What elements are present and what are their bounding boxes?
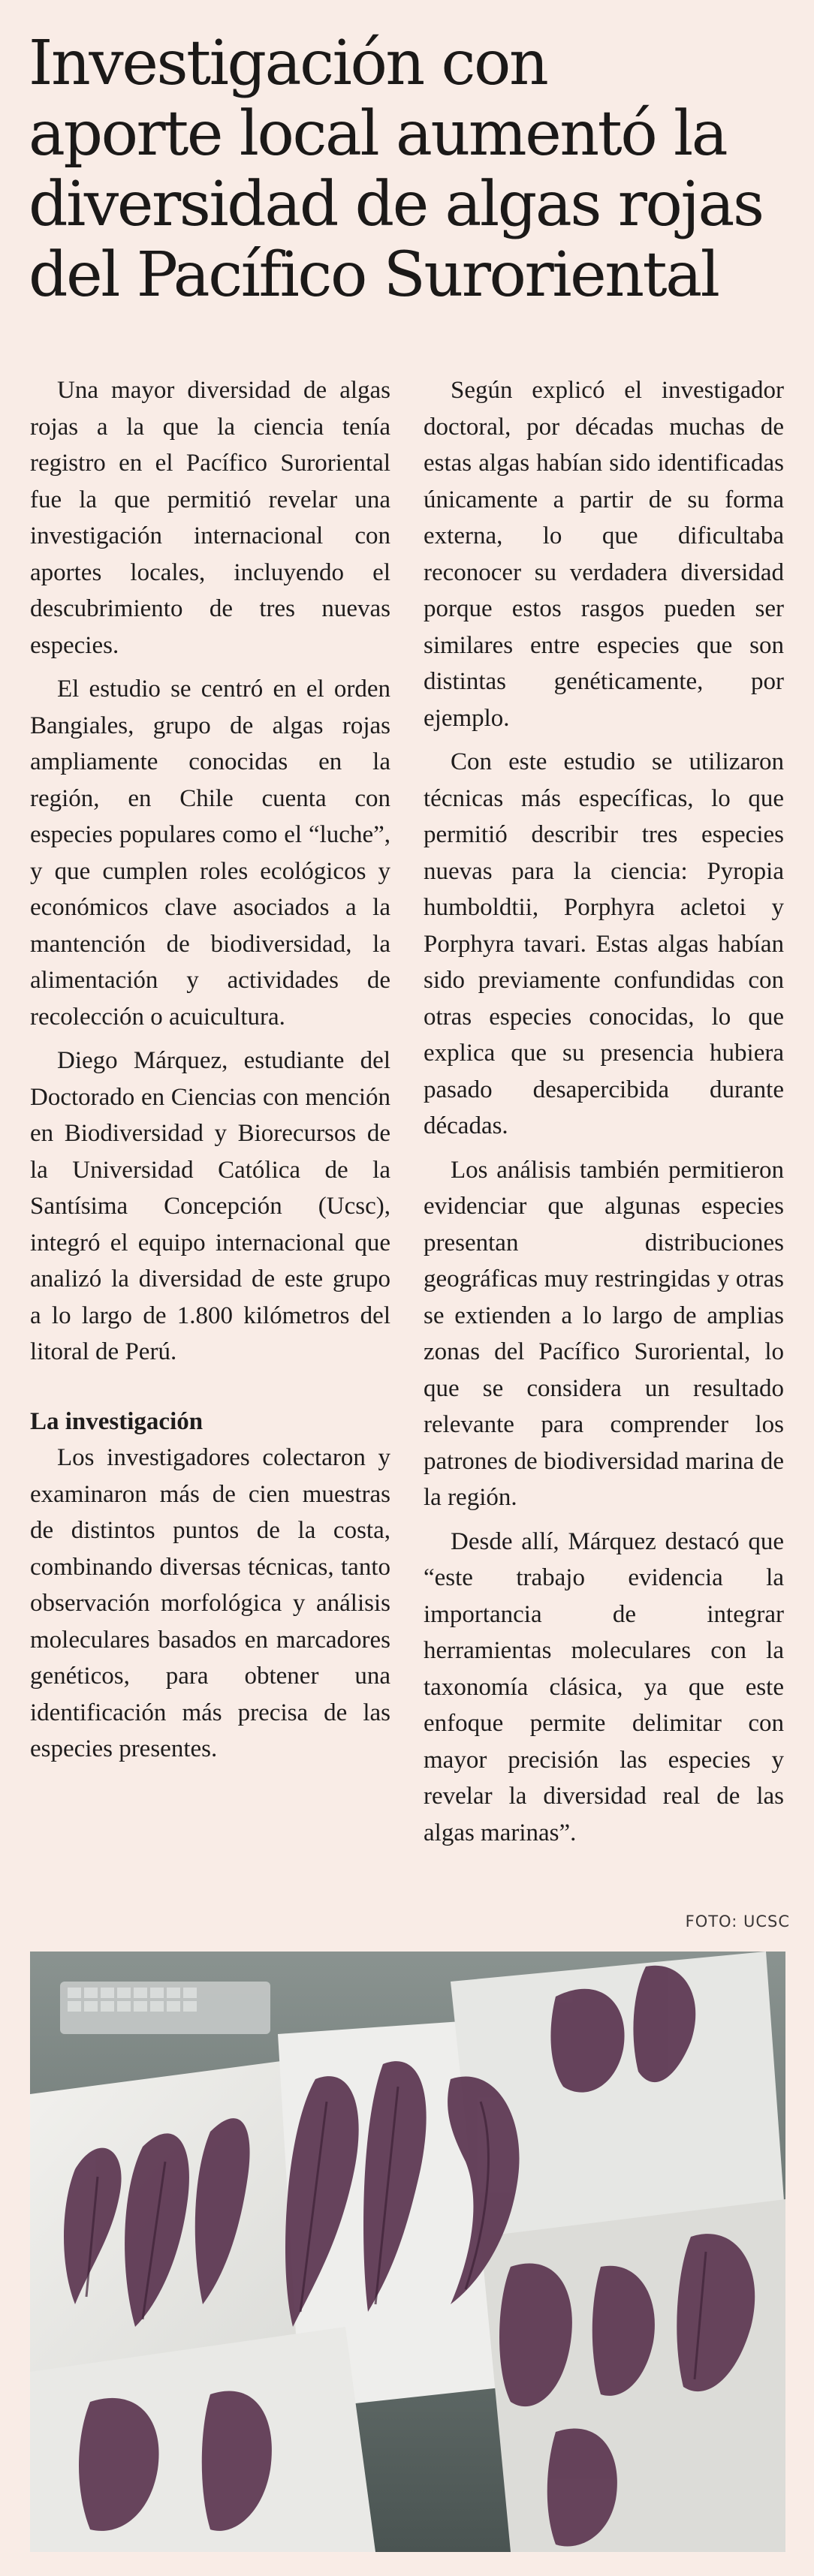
headline-line: del Pacífico Suroriental bbox=[29, 239, 719, 311]
headline-line: Investigación con bbox=[29, 28, 547, 99]
article-left-column bbox=[30, 372, 390, 1775]
body-paragraph: Desde allí, Márquez destacó que “este trabajo evidencia la importancia de integrar herramientas moleculares con la taxonomía clásica, ya que este enfoque permite delimitar con mayor precisión las especies y revelar la diversidad real de las algas marinas”. bbox=[424, 1527, 784, 1846]
photo-credit: FOTO: UCSC bbox=[685, 1912, 790, 1930]
algae-photo-illustration bbox=[30, 1952, 785, 2552]
headline bbox=[29, 29, 794, 311]
headline-line: aporte local aumentó la bbox=[29, 98, 727, 170]
section-subhead: La investigación bbox=[30, 1407, 204, 1435]
body-paragraph: Los investigadores colectaron y examinaron más de cien muestras de distintos puntos de la costa, combinando diversas técnicas, tanto observación morfológica y análisis moleculares basados en marcadores genéticos, para obtener una identificación más precisa de las especies presentes. bbox=[30, 1444, 390, 1762]
headline-line: diversidad de algas rojas bbox=[29, 169, 763, 240]
body-paragraph: El estudio se centró en el orden Bangiales, grupo de algas rojas ampliamente conocidas en la región, en Chile cuenta con especies populares como el “luche”, y que cumplen roles ecológicos y económicos clave asociados a la mantención de biodiversidad, la alimentación y actividades de recolección o acuicultura. bbox=[30, 676, 390, 1031]
article-right-column bbox=[424, 372, 784, 1858]
body-paragraph: Diego Márquez, estudiante del Doctorado en Ciencias con mención en Biodiversidad y Biorecursos de la Universidad Católica de la Santísima Concepción (Ucsc), integró el equipo internacional que analizó la diversidad de este grupo a lo largo de 1.800 kilómetros del litoral de Perú. bbox=[30, 1047, 390, 1365]
body-paragraph: Con este estudio se utilizaron técnicas más específicas, lo que permitió describir tres especies nuevas para la ciencia: Pyropia humboldtii, Porphyra acletoi y Porphyra tavari. Estas algas habían sido previamente confundidas con otras especies conocidas, lo que explica que su presencia hubiera pasado desapercibida durante décadas. bbox=[424, 748, 784, 1139]
body-paragraph: Según explicó el investigador doctoral, por décadas muchas de estas algas habían sido identificadas únicamente a partir de su forma externa, lo que dificultaba reconocer su verdadera diversidad porque estos rasgos pueden ser similares entre especies que son distintas genéticamente, por ejemplo. bbox=[424, 377, 784, 732]
algae-specimens-photo bbox=[30, 1952, 785, 2552]
body-paragraph: Una mayor diversidad de algas rojas a la que la ciencia tenía registro en el Pacífico Suroriental fue la que permitió revelar una investigación internacional con aportes locales, incluyendo el descubrimiento de tres nuevas especies. bbox=[30, 377, 390, 659]
body-paragraph: Los análisis también permitieron evidenciar que algunas especies presentan distribuciones geográficas muy restringidas y otras se extienden a lo largo de amplias zonas del Pacífico Suroriental, lo que se considera un resultado relevante para comprender los patrones de biodiversidad marina de la región. bbox=[424, 1156, 784, 1511]
